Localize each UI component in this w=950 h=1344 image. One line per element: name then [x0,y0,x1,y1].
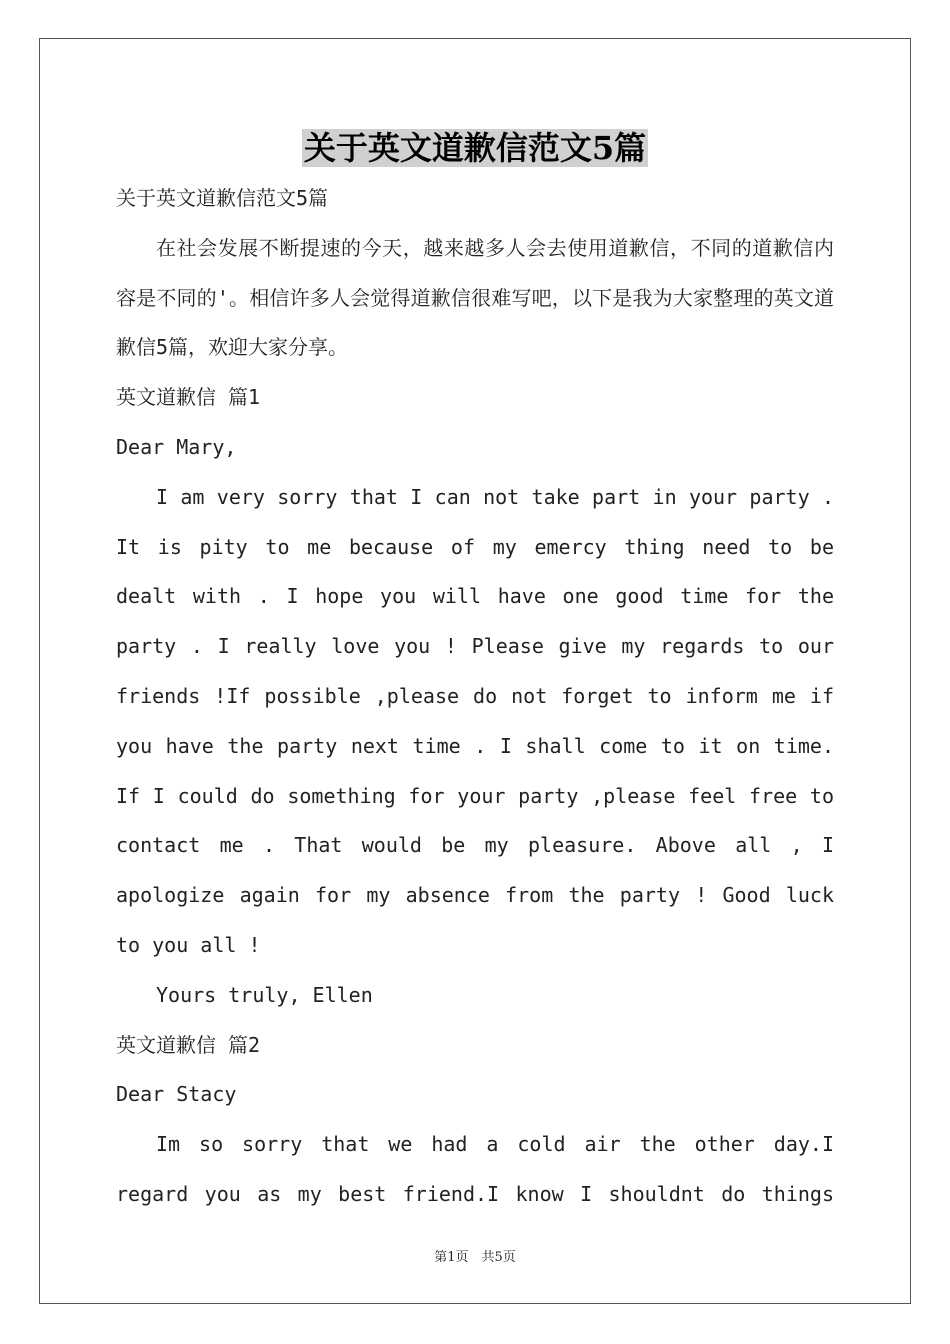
section2-heading: 英文道歉信 篇2 [116,1032,261,1057]
section1-salutation: Dear Mary, [116,434,237,459]
section2-body: Im so sorry that we had a cold air the other day.I regard you as my best friend.I know I shouldnt do things [116,1132,834,1206]
section1-heading: 英文道歉信 篇1 [116,385,261,410]
document-title [0,126,950,170]
intro-paragraph: 在社会发展不断提速的今天，越来越多人会去使用道歉信，不同的道歉信内容是不同的'。相信许多人会觉得道歉信很难写吧，以下是我为大家整理的英文道歉信5篇，欢迎大家分享。 [116,235,834,360]
section2-salutation: Dear Stacy [116,1082,237,1107]
page-footer: 第1页 共5页 [434,1250,516,1265]
subtitle: 关于英文道歉信范文5篇 [116,186,329,210]
section1-body: I am very sorry that I can not take part in your party . It is pity to me because of my emercy thing need to be dealt with . I hope you will have one good time for the party . I really love you ! Please give my regards to our friends !If possible ,please do not forget to inform me if you have the party next time . I shall come to it on time. If I could do something for your party ,please feel free to contact me . That would be my pleasure. Above all , I apologize again for my absence from the party ! Good luck to you all ! [116,484,834,957]
document-title-text: 关于英文道歉信范文5篇 [303,129,647,167]
section1-closing: Yours truly, Ellen [156,982,373,1007]
document-body [116,174,834,1220]
